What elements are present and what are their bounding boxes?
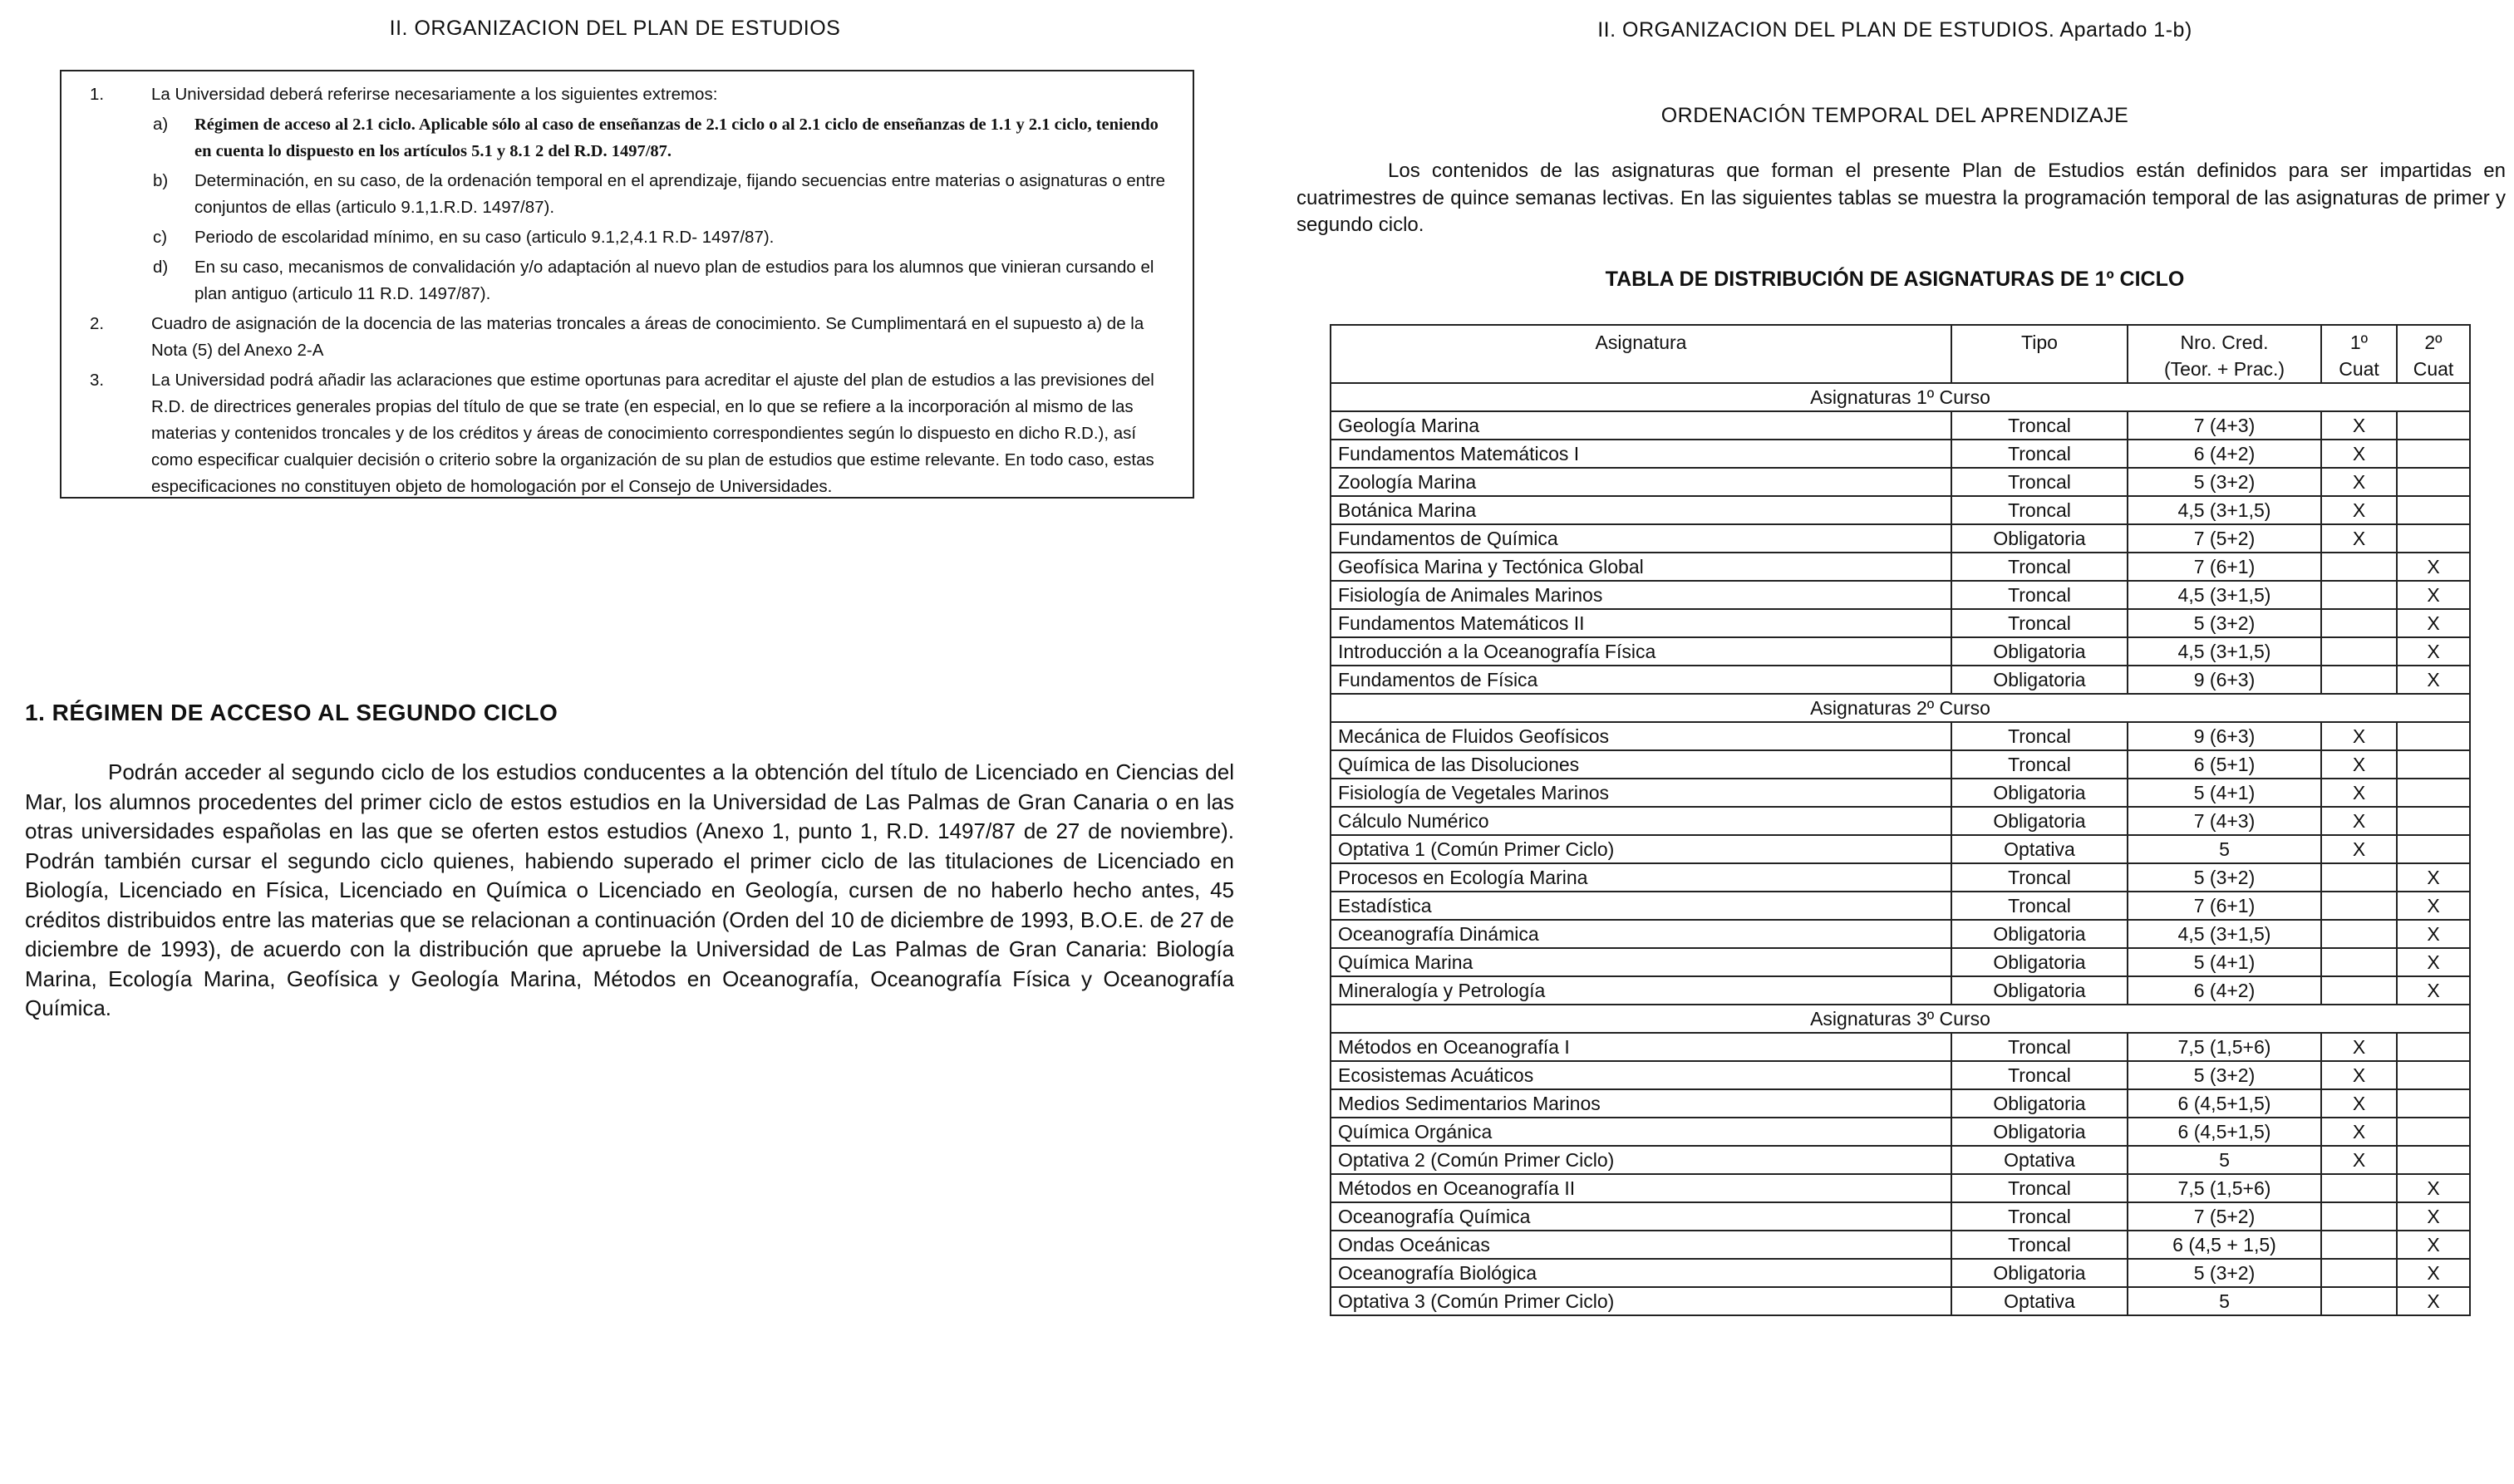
note-number: 1. — [90, 85, 105, 104]
table-row — [1331, 835, 2470, 863]
cell-asignatura: Química Marina — [1331, 948, 1951, 976]
cell-creditos: 5 (3+2) — [2128, 863, 2321, 892]
cell-creditos: 7,5 (1,5+6) — [2128, 1174, 2321, 1202]
subitem-text: Periodo de escolaridad mínimo, en su caso (articulo 9.1,2,4.1 R.D- 1497/87). — [194, 228, 775, 247]
cell-asignatura: Oceanografía Química — [1331, 1202, 1951, 1231]
cell-cuat-2: X — [2397, 1287, 2470, 1315]
cell-asignatura: Química de las Disoluciones — [1331, 750, 1951, 779]
cell-cuat-1: X — [2321, 835, 2397, 863]
cell-creditos: 6 (4,5 + 1,5) — [2128, 1231, 2321, 1259]
cell-asignatura: Medios Sedimentarios Marinos — [1331, 1089, 1951, 1118]
cell-creditos: 6 (4,5+1,5) — [2128, 1118, 2321, 1146]
cell-tipo: Troncal — [1951, 411, 2128, 440]
subitem-letter: b) — [153, 171, 169, 190]
note-subitem-d — [85, 254, 1174, 307]
cell-tipo: Troncal — [1951, 750, 2128, 779]
cell-tipo: Optativa — [1951, 1287, 2128, 1315]
cell-cuat-1: X — [2321, 722, 2397, 750]
note-item-3 — [85, 367, 1174, 500]
cell-creditos: 5 (4+1) — [2128, 779, 2321, 807]
table-row — [1331, 1146, 2470, 1174]
table-row — [1331, 722, 2470, 750]
cell-cuat-1 — [2321, 609, 2397, 637]
cell-asignatura: Zoología Marina — [1331, 468, 1951, 496]
cell-cuat-2 — [2397, 440, 2470, 468]
table-row — [1331, 1174, 2470, 1202]
cell-creditos: 7 (4+3) — [2128, 807, 2321, 835]
note-text: La Universidad deberá referirse necesariamente a los siguientes extremos: — [151, 85, 718, 104]
cell-cuat-1: X — [2321, 1118, 2397, 1146]
cell-creditos: 7 (6+1) — [2128, 553, 2321, 581]
cell-asignatura: Fundamentos Matemáticos II — [1331, 609, 1951, 637]
table-row — [1331, 1089, 2470, 1118]
cell-creditos: 7,5 (1,5+6) — [2128, 1033, 2321, 1061]
cell-tipo: Obligatoria — [1951, 1089, 2128, 1118]
table-row — [1331, 468, 2470, 496]
cell-cuat-1: X — [2321, 750, 2397, 779]
cell-cuat-2: X — [2397, 1202, 2470, 1231]
cell-cuat-2 — [2397, 1061, 2470, 1089]
cell-creditos: 5 (3+2) — [2128, 1061, 2321, 1089]
cell-cuat-1 — [2321, 1174, 2397, 1202]
cell-creditos: 6 (4,5+1,5) — [2128, 1089, 2321, 1118]
cell-cuat-1 — [2321, 553, 2397, 581]
left-page-header: II. ORGANIZACION DEL PLAN DE ESTUDIOS — [389, 17, 841, 40]
cell-asignatura: Oceanografía Dinámica — [1331, 920, 1951, 948]
cell-cuat-2: X — [2397, 666, 2470, 694]
table-row — [1331, 1061, 2470, 1089]
cell-cuat-2: X — [2397, 637, 2470, 666]
cell-creditos: 9 (6+3) — [2128, 666, 2321, 694]
cell-tipo: Obligatoria — [1951, 948, 2128, 976]
cell-asignatura: Procesos en Ecología Marina — [1331, 863, 1951, 892]
cell-cuat-2: X — [2397, 553, 2470, 581]
cell-cuat-1 — [2321, 1259, 2397, 1287]
cell-cuat-1: X — [2321, 411, 2397, 440]
cell-asignatura: Química Orgánica — [1331, 1118, 1951, 1146]
table-row — [1331, 637, 2470, 666]
cell-cuat-1: X — [2321, 1061, 2397, 1089]
cell-tipo: Troncal — [1951, 609, 2128, 637]
note-number: 3. — [90, 371, 105, 390]
cell-creditos: 5 (4+1) — [2128, 948, 2321, 976]
subitem-text: Régimen de acceso al 2.1 ciclo. Aplicable sólo al caso de enseñanzas de 2.1 ciclo o al 2.1 ciclo de enseñanzas de 1.1 y 2.1 ciclo, teniendo en cuenta lo dispuesto en los artículos 5.1 y 8.1 2 del R.D. 1497/87. — [194, 115, 1159, 160]
column-header-tipo: Tipo — [1951, 325, 2128, 383]
cell-cuat-2: X — [2397, 1259, 2470, 1287]
cell-creditos: 6 (4+2) — [2128, 976, 2321, 1005]
cell-asignatura: Mecánica de Fluidos Geofísicos — [1331, 722, 1951, 750]
cell-tipo: Optativa — [1951, 835, 2128, 863]
cell-asignatura: Geofísica Marina y Tectónica Global — [1331, 553, 1951, 581]
cell-cuat-1: X — [2321, 468, 2397, 496]
cell-creditos: 6 (4+2) — [2128, 440, 2321, 468]
note-item-1 — [85, 81, 1174, 108]
column-header-cuat-2: 2º Cuat — [2397, 325, 2470, 383]
cell-tipo: Troncal — [1951, 722, 2128, 750]
column-header-asignatura: Asignatura — [1331, 325, 1951, 383]
cell-asignatura: Geología Marina — [1331, 411, 1951, 440]
cell-cuat-1: X — [2321, 440, 2397, 468]
cell-tipo: Obligatoria — [1951, 807, 2128, 835]
cell-cuat-2: X — [2397, 609, 2470, 637]
note-subitem-b — [85, 168, 1174, 221]
cell-cuat-2 — [2397, 1146, 2470, 1174]
table-row — [1331, 750, 2470, 779]
cell-creditos: 7 (4+3) — [2128, 411, 2321, 440]
cell-cuat-2 — [2397, 1118, 2470, 1146]
table-row — [1331, 920, 2470, 948]
cell-creditos: 5 (3+2) — [2128, 1259, 2321, 1287]
table-row — [1331, 581, 2470, 609]
cell-creditos: 4,5 (3+1,5) — [2128, 496, 2321, 524]
table-row — [1331, 1202, 2470, 1231]
table-row — [1331, 976, 2470, 1005]
cell-creditos: 9 (6+3) — [2128, 722, 2321, 750]
table-row — [1331, 666, 2470, 694]
cell-tipo: Obligatoria — [1951, 637, 2128, 666]
cell-tipo: Troncal — [1951, 440, 2128, 468]
cell-tipo: Troncal — [1951, 581, 2128, 609]
cell-cuat-1: X — [2321, 496, 2397, 524]
cell-cuat-2: X — [2397, 1174, 2470, 1202]
cell-tipo: Troncal — [1951, 1033, 2128, 1061]
table-row — [1331, 524, 2470, 553]
cell-tipo: Troncal — [1951, 1174, 2128, 1202]
cell-cuat-2 — [2397, 835, 2470, 863]
cell-creditos: 7 (5+2) — [2128, 1202, 2321, 1231]
cell-creditos: 6 (5+1) — [2128, 750, 2321, 779]
cell-asignatura: Métodos en Oceanografía II — [1331, 1174, 1951, 1202]
cell-tipo: Troncal — [1951, 1061, 2128, 1089]
cell-cuat-1 — [2321, 976, 2397, 1005]
cell-asignatura: Fundamentos Matemáticos I — [1331, 440, 1951, 468]
cell-cuat-2: X — [2397, 920, 2470, 948]
cell-tipo: Troncal — [1951, 553, 2128, 581]
cell-cuat-2: X — [2397, 948, 2470, 976]
table-row — [1331, 440, 2470, 468]
cell-asignatura: Mineralogía y Petrología — [1331, 976, 1951, 1005]
table-row — [1331, 1033, 2470, 1061]
cell-cuat-2: X — [2397, 581, 2470, 609]
cell-asignatura: Fisiología de Vegetales Marinos — [1331, 779, 1951, 807]
cell-tipo: Obligatoria — [1951, 1259, 2128, 1287]
cell-creditos: 5 (3+2) — [2128, 468, 2321, 496]
cell-asignatura: Optativa 3 (Común Primer Ciclo) — [1331, 1287, 1951, 1315]
table-group-row — [1331, 1005, 2470, 1033]
cell-tipo: Obligatoria — [1951, 1118, 2128, 1146]
cell-tipo: Obligatoria — [1951, 920, 2128, 948]
cell-tipo: Obligatoria — [1951, 666, 2128, 694]
column-header-cuat-1: 1º Cuat — [2321, 325, 2397, 383]
cell-asignatura: Ondas Oceánicas — [1331, 1231, 1951, 1259]
table-row — [1331, 1287, 2470, 1315]
cell-cuat-1 — [2321, 637, 2397, 666]
cell-cuat-1 — [2321, 863, 2397, 892]
cell-creditos: 7 (6+1) — [2128, 892, 2321, 920]
cell-cuat-2 — [2397, 1033, 2470, 1061]
group-title: Asignaturas 3º Curso — [1331, 1005, 2470, 1033]
table-row — [1331, 1259, 2470, 1287]
note-text: Cuadro de asignación de la docencia de las materias troncales a áreas de conocimiento. Se Cumplimentará en el supuesto a) de la Nota (5) del Anexo 2-A — [151, 314, 1144, 360]
note-subitem-c — [85, 224, 1174, 251]
cell-tipo: Obligatoria — [1951, 524, 2128, 553]
cell-tipo: Obligatoria — [1951, 779, 2128, 807]
cell-cuat-1 — [2321, 581, 2397, 609]
cell-tipo: Troncal — [1951, 468, 2128, 496]
cell-asignatura: Ecosistemas Acuáticos — [1331, 1061, 1951, 1089]
cell-asignatura: Optativa 2 (Común Primer Ciclo) — [1331, 1146, 1951, 1174]
cell-creditos: 5 — [2128, 835, 2321, 863]
cell-cuat-2: X — [2397, 892, 2470, 920]
subitem-text: Determinación, en su caso, de la ordenación temporal en el aprendizaje, fijando secuencias entre materias o asignaturas o entre conjuntos de ellas (articulo 9.1,1.R.D. 1497/87). — [194, 171, 1166, 217]
cell-tipo: Troncal — [1951, 1202, 2128, 1231]
note-text: La Universidad podrá añadir las aclaraciones que estime oportunas para acreditar el ajuste del plan de estudios a las previsiones del R.D. de directrices generales propias del título de que se trate (en especial, en lo que se refiere a la incorporación al mismo de las materias y contenidos troncales y de los créditos y áreas de conocimiento correspondientes según lo dispuesto en dicho R.D.), así como especificar cualquier decisión o criterio sobre la organización de su plan de estudios que estime relevante. En todo caso, estas especificaciones no constituyen objeto de homologación por el Consejo de Universidades. — [151, 371, 1154, 496]
cell-creditos: 5 (3+2) — [2128, 609, 2321, 637]
cell-tipo: Optativa — [1951, 1146, 2128, 1174]
cell-tipo: Troncal — [1951, 863, 2128, 892]
cell-cuat-2 — [2397, 750, 2470, 779]
cell-asignatura: Fisiología de Animales Marinos — [1331, 581, 1951, 609]
table-row — [1331, 807, 2470, 835]
subitem-text: En su caso, mecanismos de convalidación y/o adaptación al nuevo plan de estudios para los alumnos que vinieran cursando el plan antiguo (articulo 11 R.D. 1497/87). — [194, 258, 1154, 303]
table-group-row — [1331, 694, 2470, 722]
cell-cuat-2: X — [2397, 1231, 2470, 1259]
cell-creditos: 4,5 (3+1,5) — [2128, 581, 2321, 609]
cell-cuat-1 — [2321, 666, 2397, 694]
cell-cuat-1 — [2321, 920, 2397, 948]
table-header-row — [1331, 325, 2470, 383]
cell-creditos: 4,5 (3+1,5) — [2128, 920, 2321, 948]
cell-cuat-2 — [2397, 807, 2470, 835]
cell-tipo: Troncal — [1951, 1231, 2128, 1259]
cell-asignatura: Estadística — [1331, 892, 1951, 920]
access-paragraph: Podrán acceder al segundo ciclo de los estudios conducentes a la obtención del título de Licenciado en Ciencias del Mar, los alumnos procedentes del primer ciclo de estos estudios en la Universidad de Las Palmas de Gran Canaria o en las otras universidades españolas en las que se oferten estos estudios (Anexo 1, punto 1, R.D. 1497/87 de 27 de noviembre). Podrán también cursar el segundo ciclo quienes, habiendo superado el primer ciclo de las titulaciones de Licenciado en Biología, Licenciado en Física, Licenciado en Química o Licenciado en Geología, cursen de no haberlo hecho antes, 45 créditos distribuidos entre las materias que se relacionan a continuación (Orden del 10 de diciembre de 1993, B.O.E. de 27 de diciembre de 1993), de acuerdo con la distribución que apruebe la Universidad de Las Palmas de Gran Canaria: Biología Marina, Ecología Marina, Geofísica y Geología Marina, Métodos en Oceanografía, Oceanografía Física y Oceanografía Química. — [25, 759, 1234, 1020]
table-row — [1331, 553, 2470, 581]
instructions-box — [60, 70, 1194, 499]
table-group-row — [1331, 383, 2470, 411]
cell-creditos: 7 (5+2) — [2128, 524, 2321, 553]
cell-creditos: 5 — [2128, 1146, 2321, 1174]
right-page-header: II. ORGANIZACION DEL PLAN DE ESTUDIOS. Apartado 1-b) — [1597, 18, 2192, 42]
cell-asignatura: Optativa 1 (Común Primer Ciclo) — [1331, 835, 1951, 863]
cell-cuat-2 — [2397, 411, 2470, 440]
table-row — [1331, 411, 2470, 440]
cell-cuat-2 — [2397, 1089, 2470, 1118]
cell-creditos: 5 — [2128, 1287, 2321, 1315]
table-row — [1331, 863, 2470, 892]
table-row — [1331, 892, 2470, 920]
cell-asignatura: Métodos en Oceanografía I — [1331, 1033, 1951, 1061]
table-title: TABLA DE DISTRIBUCIÓN DE ASIGNATURAS DE 1º CICLO — [1605, 268, 2185, 291]
table-row — [1331, 609, 2470, 637]
section-title: 1. RÉGIMEN DE ACCESO AL SEGUNDO CICLO — [25, 700, 558, 725]
cell-asignatura: Fundamentos de Física — [1331, 666, 1951, 694]
cell-cuat-1 — [2321, 1231, 2397, 1259]
cell-tipo: Obligatoria — [1951, 976, 2128, 1005]
column-header-creditos: Nro. Cred. (Teor. + Prac.) — [2128, 325, 2321, 383]
table-row — [1331, 1118, 2470, 1146]
cell-cuat-1 — [2321, 1202, 2397, 1231]
group-title: Asignaturas 1º Curso — [1331, 383, 2470, 411]
cell-cuat-2 — [2397, 468, 2470, 496]
note-subitem-a — [85, 111, 1174, 165]
cell-asignatura: Oceanografía Biológica — [1331, 1259, 1951, 1287]
cell-asignatura: Fundamentos de Química — [1331, 524, 1951, 553]
cell-cuat-1: X — [2321, 1033, 2397, 1061]
cell-asignatura: Introducción a la Oceanografía Física — [1331, 637, 1951, 666]
cell-tipo: Troncal — [1951, 496, 2128, 524]
cell-cuat-1: X — [2321, 779, 2397, 807]
cell-creditos: 4,5 (3+1,5) — [2128, 637, 2321, 666]
table-row — [1331, 779, 2470, 807]
cell-cuat-2: X — [2397, 976, 2470, 1005]
distribution-table — [1330, 324, 2471, 1316]
intro-paragraph: Los contenidos de las asignaturas que forman el presente Plan de Estudios están definidos para ser impartidas en cuatrimestres de quince semanas lectivas. En las siguientes tablas se muestra la programación temporal de las asignaturas de primer y segundo ciclo. — [1296, 160, 2506, 236]
table-row — [1331, 496, 2470, 524]
cell-cuat-2 — [2397, 722, 2470, 750]
cell-cuat-2 — [2397, 496, 2470, 524]
cell-asignatura: Cálculo Numérico — [1331, 807, 1951, 835]
cell-cuat-2: X — [2397, 863, 2470, 892]
cell-cuat-1: X — [2321, 807, 2397, 835]
subitem-letter: c) — [153, 228, 168, 247]
cell-cuat-1: X — [2321, 524, 2397, 553]
cell-cuat-2 — [2397, 779, 2470, 807]
cell-asignatura: Botánica Marina — [1331, 496, 1951, 524]
cell-cuat-1 — [2321, 1287, 2397, 1315]
table-row — [1331, 1231, 2470, 1259]
note-number: 2. — [90, 314, 105, 333]
cell-cuat-1: X — [2321, 1146, 2397, 1174]
cell-tipo: Troncal — [1951, 892, 2128, 920]
group-title: Asignaturas 2º Curso — [1331, 694, 2470, 722]
page-subtitle: ORDENACIÓN TEMPORAL DEL APRENDIZAJE — [1660, 104, 2129, 127]
subitem-letter: d) — [153, 258, 169, 277]
cell-cuat-2 — [2397, 524, 2470, 553]
cell-cuat-1 — [2321, 892, 2397, 920]
table-row — [1331, 948, 2470, 976]
cell-cuat-1 — [2321, 948, 2397, 976]
note-item-2 — [85, 311, 1174, 364]
subitem-letter: a) — [153, 115, 169, 134]
cell-cuat-1: X — [2321, 1089, 2397, 1118]
